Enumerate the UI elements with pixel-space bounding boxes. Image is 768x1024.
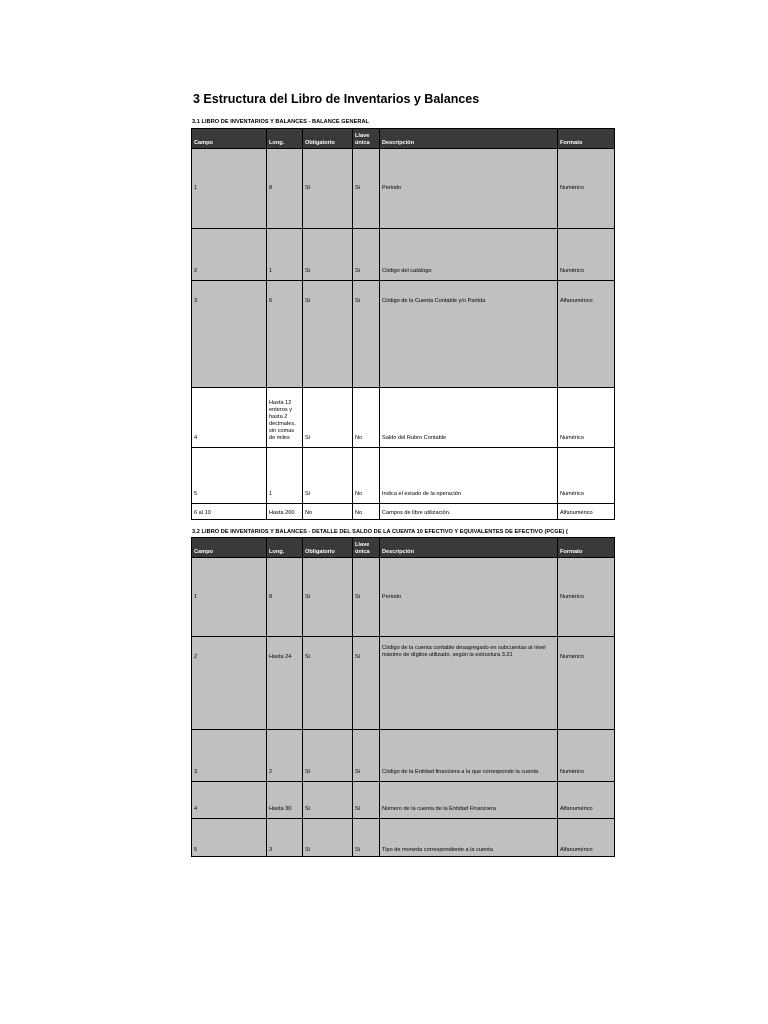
cell-campo: 5 [192,448,267,504]
header-descripcion: Descripción [380,129,558,149]
table-row [192,730,615,782]
cell-campo: 3 [192,730,267,782]
cell-long: 8 [267,149,303,229]
cell-obligatorio: Si [303,782,353,819]
header-obligatorio: Obligatorio [303,129,353,149]
header-descripcion: Descripción [380,538,558,558]
cell-llave: Si [353,819,380,857]
cell-descripcion: Tipo de moneda correspondiente a la cuenta [380,819,558,857]
cell-long: 6 [267,281,303,388]
table-row [192,558,615,637]
cell-llave: Si [353,782,380,819]
table-row [192,504,615,520]
cell-obligatorio: Si [303,229,353,281]
table-row [192,782,615,819]
cell-formato: Numérico [558,448,615,504]
header-llave-unica: Llave única [353,538,380,558]
cell-campo: 3 [192,281,267,388]
table-row [192,149,615,229]
cell-descripcion: Periodo [380,149,558,229]
cell-llave: No [353,504,380,520]
cell-obligatorio: Si [303,730,353,782]
cell-formato: Numérico [558,730,615,782]
cell-long: 2 [267,730,303,782]
section-title-balance-general: 3.1 LIBRO DE INVENTARIOS Y BALANCES - BALANCE GENERAL [192,119,370,125]
cell-long: 1 [267,448,303,504]
table-row [192,388,615,448]
header-campo: Campo [192,129,267,149]
table-row [192,819,615,857]
table-row [192,229,615,281]
cell-llave: No [353,388,380,448]
cell-formato: Numérico [558,388,615,448]
cell-formato: Numérico [558,637,615,730]
cell-llave: Si [353,730,380,782]
cell-llave: Si [353,281,380,388]
header-campo: Campo [192,538,267,558]
table-cuenta-10 [191,537,615,857]
header-formato: Formato [558,129,615,149]
header-formato: Formato [558,538,615,558]
header-long: Long. [267,129,303,149]
cell-formato: Alfanumérico [558,782,615,819]
cell-long: Hasta 30 [267,782,303,819]
cell-formato: Numérico [558,149,615,229]
cell-descripcion: Campos de libre utilización. [380,504,558,520]
cell-obligatorio: Si [303,388,353,448]
table-balance-general [191,128,615,520]
cell-formato: Numérico [558,558,615,637]
table-header-row [192,538,615,558]
table-header-row [192,129,615,149]
cell-descripcion: Código de la Cuenta Contable y/o Partida [380,281,558,388]
table-row [192,281,615,388]
cell-campo: 1 [192,149,267,229]
cell-long: Hasta 24 [267,637,303,730]
cell-llave: Si [353,149,380,229]
cell-descripcion: Indica el estado de la operación [380,448,558,504]
cell-campo: 2 [192,229,267,281]
cell-descripcion: Saldo del Rubro Contable [380,388,558,448]
cell-llave: Si [353,558,380,637]
table-row [192,448,615,504]
cell-campo: 5 [192,819,267,857]
section-title-cuenta-10: 3.2 LIBRO DE INVENTARIOS Y BALANCES - DETALLE DEL SALDO DE LA CUENTA 10 EFECTIVO Y EQUIVALENTES DE EFECTIVO (PCGE) ( [192,529,568,535]
table-row [192,637,615,730]
cell-campo: 1 [192,558,267,637]
cell-obligatorio: Si [303,448,353,504]
cell-llave: No [353,448,380,504]
cell-obligatorio: Si [303,149,353,229]
header-llave-unica: Llave única [353,129,380,149]
cell-campo: 4 [192,388,267,448]
cell-descripcion: Número de la cuenta de la Entidad Financiera [380,782,558,819]
cell-formato: Alfanumérico [558,504,615,520]
cell-llave: Si [353,637,380,730]
cell-formato: Alfanumérico [558,281,615,388]
document-title: 3 Estructura del Libro de Inventarios y Balances [193,92,480,106]
cell-obligatorio: Si [303,281,353,388]
cell-campo: 6 al 10 [192,504,267,520]
header-obligatorio: Obligatorio [303,538,353,558]
cell-formato: Alfanumérico [558,819,615,857]
cell-descripcion: Código de la cuenta contable desagregado en subcuentas al nivel máximo de dígitos utilizado, según la estructura 3.21 [380,637,558,730]
cell-long: Hasta 200 [267,504,303,520]
cell-descripcion: Código de la Entidad financiera a la que corresponde la cuenta [380,730,558,782]
cell-llave: Si [353,229,380,281]
header-long: Long. [267,538,303,558]
cell-long: 1 [267,229,303,281]
cell-campo: 2 [192,637,267,730]
cell-long: 3 [267,819,303,857]
cell-descripcion: Periodo [380,558,558,637]
cell-formato: Numérico [558,229,615,281]
cell-descripcion: Código del catálogo [380,229,558,281]
cell-obligatorio: No [303,504,353,520]
cell-campo: 4 [192,782,267,819]
cell-obligatorio: Si [303,558,353,637]
cell-obligatorio: Si [303,637,353,730]
cell-long: 8 [267,558,303,637]
cell-long: Hasta 12 enteros y hasta 2 decimales, sin comas de miles [267,388,303,448]
cell-obligatorio: Si [303,819,353,857]
